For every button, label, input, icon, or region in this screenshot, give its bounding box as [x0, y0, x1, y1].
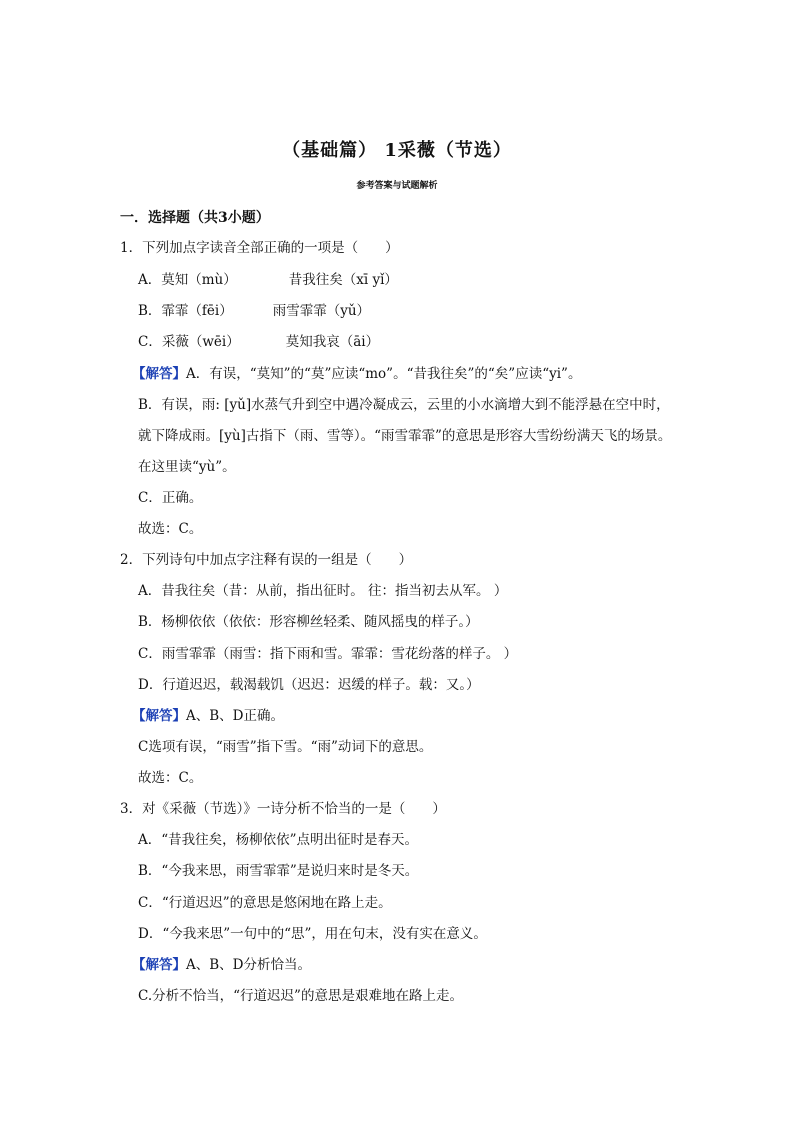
option-c-text: C．采薇（wēi）: [138, 334, 240, 350]
question-2-option-b: B．杨柳依依（依依：形容柳丝轻柔、随风摇曳的样子。）: [138, 614, 479, 630]
question-3-answer: [132, 955, 311, 975]
question-1-option-a: [138, 270, 398, 290]
answer-conclusion: 故选：C。: [138, 770, 203, 786]
answer-tag: 【解答】: [132, 366, 186, 382]
question-3-stem: 3．对《采薇（节选）》一诗分析不恰当的一是（ ）: [120, 801, 446, 817]
question-3-option-c: C．“行道迟迟”的意思是悠闲地在路上走。: [138, 895, 392, 911]
answer-line: 在这里读“yù”。: [138, 459, 236, 475]
option-b-text-2: 雨雪霏霏（yǔ）: [272, 303, 371, 319]
answer-tag: 【解答】: [132, 708, 186, 724]
question-3-option-b: B．“今我来思，雨雪霏霏”是说归来时是冬天。: [138, 863, 419, 879]
question-3-option-a: A．“昔我往矣，杨柳依依”点明出征时是春天。: [138, 832, 419, 848]
answer-text: A．有误，“莫知”的“莫”应读“mo”。“昔我往矣”的“矣”应读“yi”。: [186, 366, 582, 382]
answer-line: 就下降成雨。[yù]古指下（雨、雪等）。“雨雪霏霏”的意思是形容大雪纷纷满天飞的场景。: [138, 428, 672, 444]
option-a-text: A．莫知（mù）: [138, 272, 237, 288]
option-c-text-2: 莫知我哀（āi）: [285, 334, 380, 350]
answer-line: C．正确。: [138, 490, 203, 506]
answer-line: B．有误，雨: [yǔ]水蒸气升到空中遇冷凝成云，云里的小水滴增大到不能浮悬在空中时，: [138, 397, 670, 413]
answer-text: A、B、D分析恰当。: [186, 957, 311, 973]
question-2-option-a: A．昔我往矣（昔：从前，指出征时。 往：指当初去从军。 ）: [138, 583, 508, 599]
question-2-option-d: D．行道迟迟，载渴载饥（迟迟：迟缓的样子。载：又。）: [138, 677, 480, 693]
page-title: （基础篇） 1采薇（节选）: [282, 140, 512, 161]
answer-line: C.分析不恰当，“行道迟迟”的意思是艰难地在路上走。: [138, 988, 463, 1004]
question-1-stem: 1．下列加点字读音全部正确的一项是（ ）: [120, 240, 399, 256]
question-1-answer: [132, 364, 581, 384]
option-b-text: B．霏霏（fēi）: [138, 303, 233, 319]
question-2-stem: 2．下列诗句中加点字注释有误的一组是（ ）: [120, 552, 413, 568]
question-2-option-c: C．雨雪霏霏（雨雪：指下雨和雪。霏霏：雪花纷落的样子。 ）: [138, 646, 518, 662]
page-subtitle: 参考答案与试题解析: [356, 181, 438, 191]
question-2-answer: [132, 706, 284, 726]
section-heading: 一．选择题（共3小题）: [120, 210, 270, 226]
answer-line: C选项有误，“雨雪”指下雪。“雨”动词下的意思。: [138, 739, 433, 755]
answer-text: A、B、D正确。: [186, 708, 284, 724]
answer-tag: 【解答】: [132, 957, 186, 973]
question-1-option-c: [138, 332, 379, 352]
answer-conclusion: 故选：C。: [138, 521, 203, 537]
question-1-option-b: [138, 301, 370, 321]
question-3-option-d: D．“今我来思”一句中的“思”，用在句末，没有实在意义。: [138, 926, 487, 942]
option-a-text-2: 昔我往矣（xī yǐ）: [288, 272, 398, 288]
